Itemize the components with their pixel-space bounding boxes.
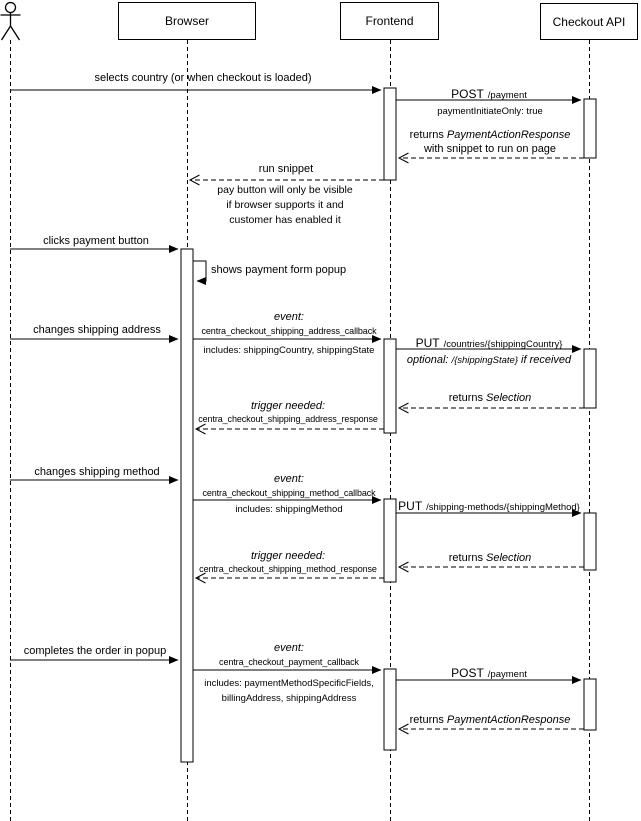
activation-frontend-3 <box>384 499 396 582</box>
arrow-shows-payment-form-popup <box>193 261 206 281</box>
returns-prefix: returns <box>448 552 483 564</box>
optional-prefix: optional: <box>406 354 449 366</box>
label-post-payment-initiate <box>451 87 527 103</box>
returns-prefix: returns <box>409 714 444 726</box>
label-selects-country: selects country (or when checkout is loaded) <box>94 72 312 84</box>
participant-frontend <box>340 2 439 40</box>
label-shipping-method-event-kind: event: <box>274 473 304 485</box>
http-verb: POST <box>451 87 484 101</box>
label-shipping-address-response-name: centra_checkout_shipping_address_response <box>198 414 378 424</box>
label-payment-event-includes-line1: includes: paymentMethodSpecificFields, <box>204 678 374 689</box>
label-returns-selection-address <box>449 392 532 406</box>
actor-icon <box>1 3 21 41</box>
label-returns-payment-action <box>410 129 571 143</box>
label-put-countries <box>416 336 563 352</box>
activation-frontend-4 <box>384 669 396 750</box>
label-completes-order: completes the order in popup <box>23 645 167 657</box>
label-returns-selection-method <box>449 552 532 566</box>
label-put-shipping-methods <box>398 499 580 515</box>
activation-checkout-2 <box>584 349 596 408</box>
label-shipping-address-response-kind: trigger needed: <box>251 400 325 412</box>
participant-checkout-api <box>540 3 638 40</box>
label-post-payment-final <box>451 666 527 682</box>
returns-prefix: returns <box>448 392 483 404</box>
label-shipping-method-response-name: centra_checkout_shipping_method_response <box>199 564 377 574</box>
label-shipping-method-event-includes: includes: shippingMethod <box>235 504 343 515</box>
activation-frontend-2 <box>384 339 396 433</box>
participant-checkout-api-label: Checkout API <box>552 14 626 29</box>
label-changes-shipping-method: changes shipping method <box>34 466 160 478</box>
activation-checkout-1 <box>584 99 596 158</box>
http-verb: PUT <box>415 336 440 350</box>
note-pay-button-line2: if browser supports it and <box>226 199 344 211</box>
label-changes-shipping-address: changes shipping address <box>33 324 161 336</box>
label-payment-event-kind: event: <box>274 642 304 654</box>
activation-browser <box>181 249 193 762</box>
label-returns-payment-action-line2: with snippet to run on page <box>423 143 557 155</box>
note-pay-button-line3: customer has enabled it <box>229 214 341 226</box>
label-returns-payment-action-final <box>410 714 571 728</box>
label-shows-payment-form-popup: shows payment form popup <box>211 264 347 276</box>
label-shipping-method-response-kind: trigger needed: <box>251 550 325 562</box>
http-path: /payment <box>487 90 527 101</box>
label-payment-event-name: centra_checkout_payment_callback <box>219 657 359 667</box>
http-verb: POST <box>451 666 484 680</box>
returns-prefix: returns <box>409 129 444 141</box>
returns-type: Selection <box>485 392 532 404</box>
optional-suffix: if received <box>521 354 572 366</box>
label-put-countries-optional <box>407 354 571 368</box>
returns-type: Selection <box>485 552 532 564</box>
activation-checkout-4 <box>584 679 596 730</box>
participant-browser-label: Browser <box>164 14 209 28</box>
note-pay-button-line1: pay button will only be visible <box>217 184 353 196</box>
label-run-snippet: run snippet <box>258 163 314 175</box>
label-payment-initiate-param: paymentInitiateOnly: true <box>437 106 543 117</box>
activation-frontend-1 <box>384 88 396 180</box>
label-payment-event-includes-line2: billingAddress, shippingAddress <box>221 693 357 704</box>
label-shipping-method-event-name: centra_checkout_shipping_method_callback <box>202 488 376 498</box>
participant-frontend-label: Frontend <box>365 14 414 28</box>
label-shipping-address-event-includes: includes: shippingCountry, shippingState <box>203 345 375 356</box>
optional-path: /{shippingState} <box>451 355 519 366</box>
http-path: /shipping-methods/{shippingMethod} <box>426 502 580 513</box>
http-path: /payment <box>487 669 527 680</box>
participant-browser <box>118 2 256 40</box>
label-clicks-payment-button: clicks payment button <box>43 235 149 247</box>
returns-type: PaymentActionResponse <box>446 129 571 141</box>
returns-type: PaymentActionResponse <box>446 714 571 726</box>
http-verb: PUT <box>398 499 423 513</box>
label-shipping-address-event-kind: event: <box>274 311 304 323</box>
http-path: /countries/{shippingCountry} <box>443 339 563 350</box>
label-shipping-address-event-name: centra_checkout_shipping_address_callback <box>201 326 377 336</box>
activation-checkout-3 <box>584 513 596 570</box>
